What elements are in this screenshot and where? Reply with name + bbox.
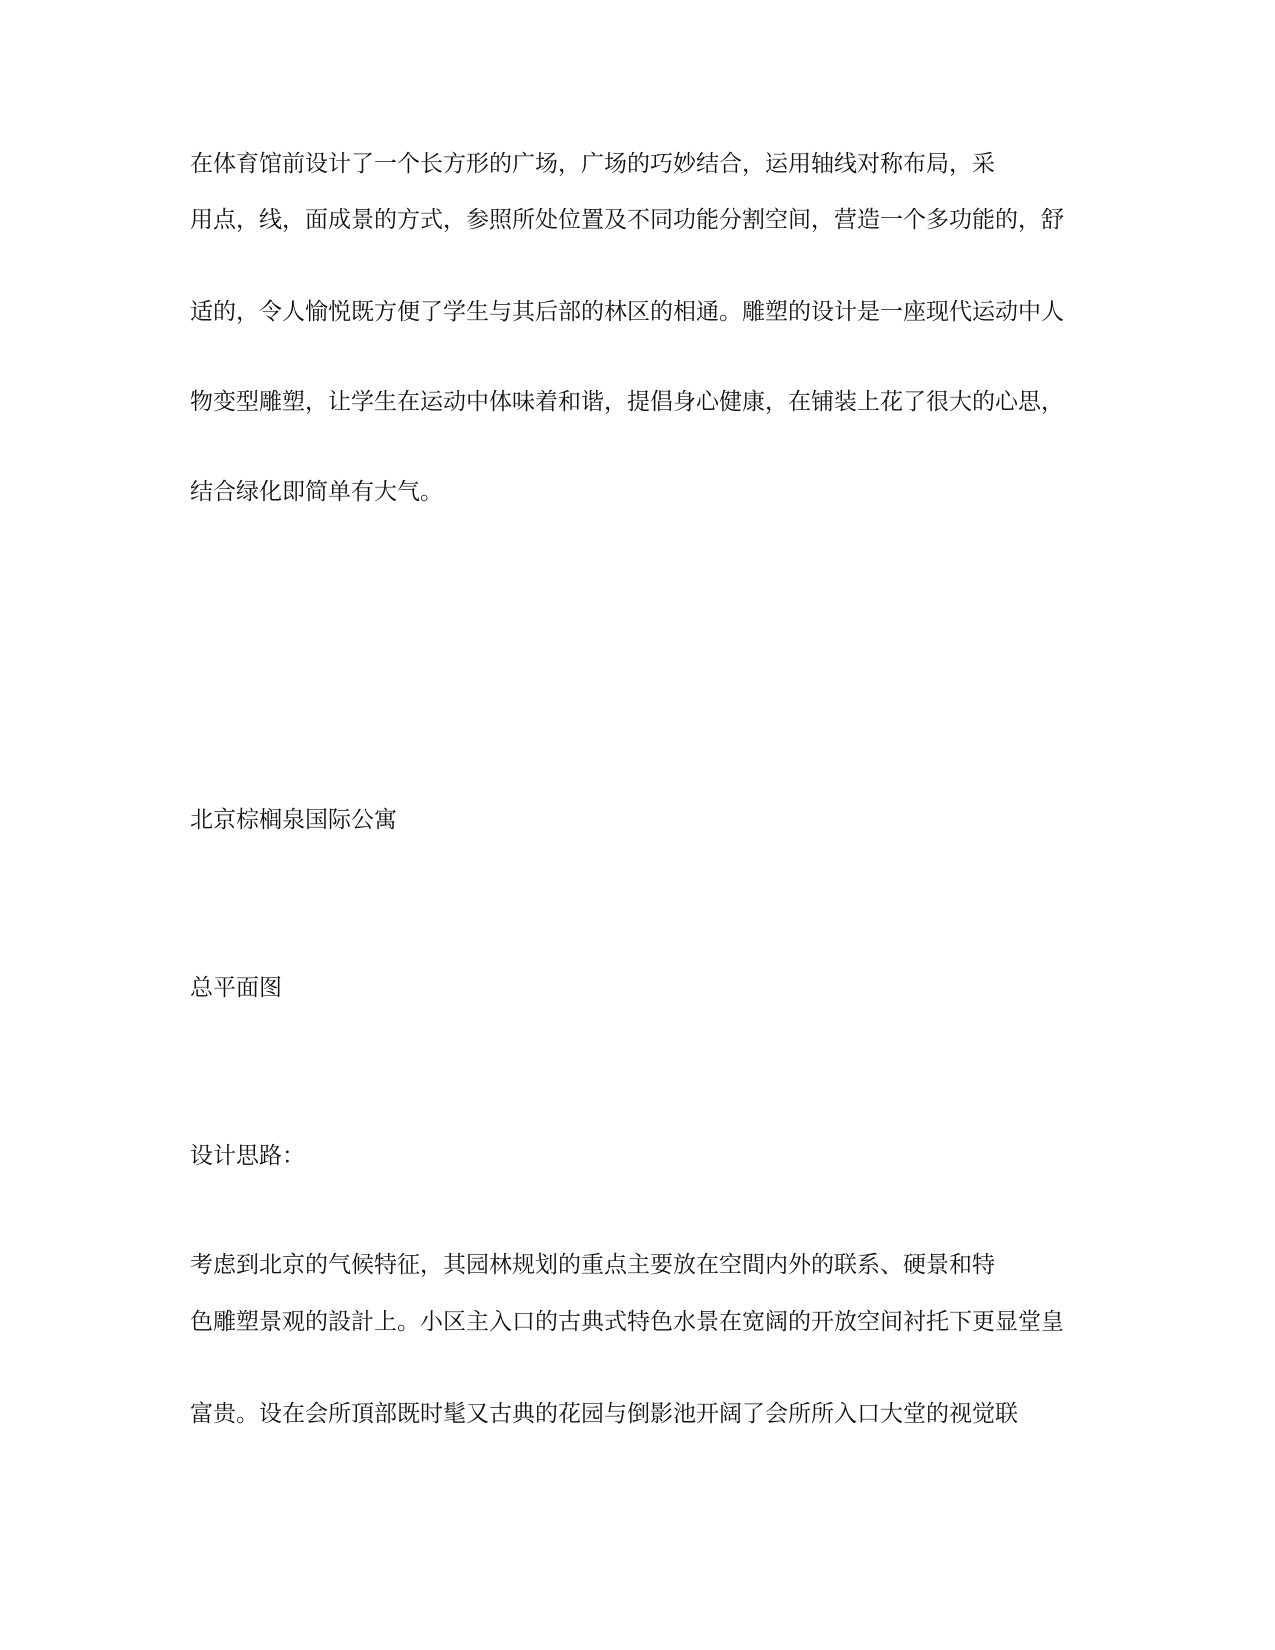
plan-title: 总平面图: [190, 975, 282, 1001]
paragraph-2-line-2: 色雕塑景观的設計上。小区主入口的古典式特色水景在宽阔的开放空间衬托下更显堂皇: [190, 1309, 1064, 1335]
paragraph-1-line-4: 物变型雕塑，让学生在运动中体味着和谐，提倡身心健康，在铺装上花了很大的心思，: [190, 389, 1064, 415]
paragraph-1-line-5: 结合绿化即简单有大气。: [190, 479, 443, 505]
paragraph-1-line-3: 适的，令人愉悦既方便了学生与其后部的林区的相通。雕塑的设计是一座现代运动中人: [190, 299, 1064, 325]
section-title: 北京棕榈泉国际公寓: [190, 807, 397, 833]
design-heading: 设计思路：: [190, 1143, 305, 1169]
paragraph-1-line-2: 用点，线，面成景的方式，参照所处位置及不同功能分割空间，营造一个多功能的，舒: [190, 207, 1064, 233]
paragraph-1-line-1: 在体育馆前设计了一个长方形的广场，广场的巧妙结合，运用轴线对称布局，采: [190, 151, 995, 177]
paragraph-2-line-1: 考虑到北京的气候特征，其园林规划的重点主要放在空間内外的联系、硬景和特: [190, 1252, 995, 1278]
paragraph-2-line-3: 富贵。设在会所頂部既时髦又古典的花园与倒影池开阔了会所所入口大堂的视觉联: [190, 1401, 1018, 1427]
